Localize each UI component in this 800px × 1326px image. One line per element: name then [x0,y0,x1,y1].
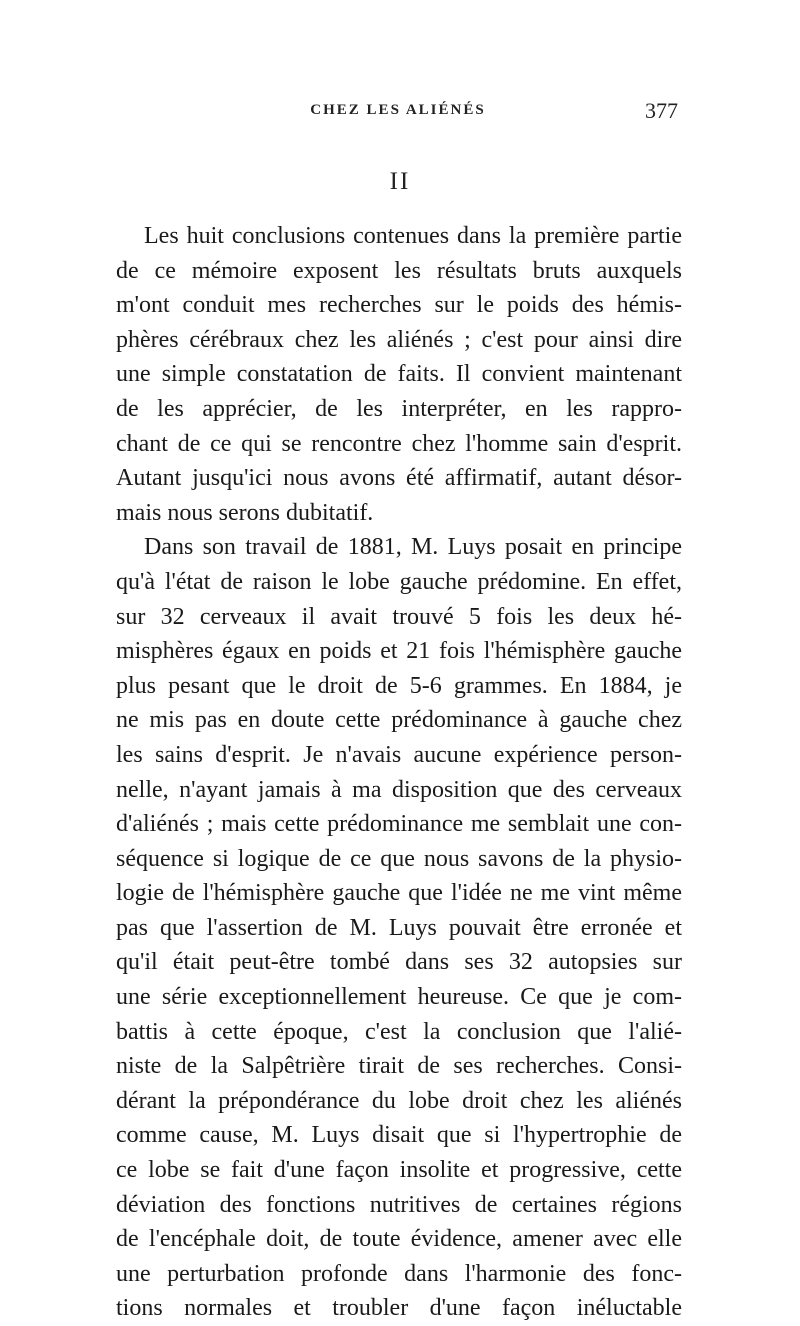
text-line: les sains d'esprit. Je n'avais aucune expérience person- [116,741,682,768]
text-line: de l'encéphale doit, de toute évidence, amener avec elle [116,1226,682,1253]
text-line: chant de ce qui se rencontre chez l'homme sain d'esprit. [116,430,682,457]
text-line: Autant jusqu'ici nous avons été affirmatif, autant désor- [116,465,682,492]
text-line: niste de la Salpêtrière tirait de ses recherches. Consi- [116,1053,682,1080]
text-line: d'aliénés ; mais cette prédominance me semblait une con- [116,811,682,838]
text-line: nelle, n'ayant jamais à ma disposition que des cerveaux [116,776,682,803]
page-number: 377 [645,98,678,123]
running-title: CHEZ LES ALIÉNÉS [310,102,486,118]
text-line: tions normales et troubler d'une façon inéluctable [116,1295,682,1322]
text-line: de les apprécier, de les interpréter, en les rappro- [116,395,682,422]
text-line: ne mis pas en doute cette prédominance à gauche chez [116,707,682,734]
text-line: séquence si logique de ce que nous savons de la physio- [116,845,682,872]
text-line: m'ont conduit mes recherches sur le poids des hémis- [116,292,682,319]
text-line: qu'il était peut-être tombé dans ses 32 autopsies sur [116,949,682,976]
text-line: misphères égaux en poids et 21 fois l'hémisphère gauche [116,638,682,665]
text-line: mais nous serons dubitatif. [116,499,374,526]
text-line: une perturbation profonde dans l'harmonie des fonc- [116,1260,682,1287]
text-line: qu'à l'état de raison le lobe gauche prédomine. En effet, [116,568,682,595]
text-line: de ce mémoire exposent les résultats bruts auxquels [116,257,682,284]
text-line: phères cérébraux chez les aliénés ; c'est pour ainsi dire [116,326,682,353]
text-line: déviation des fonctions nutritives de certaines régions [116,1191,682,1218]
body-text [116,219,682,1326]
text-line: battis à cette époque, c'est la conclusion que l'alié- [116,1018,682,1045]
text-line: Les huit conclusions contenues dans la première partie [144,223,682,249]
text-line: pas que l'assertion de M. Luys pouvait être erronée et [116,914,682,941]
text-line: sur 32 cerveaux il avait trouvé 5 fois les deux hé- [116,603,682,630]
section-heading: II [389,168,411,195]
text-line: dérant la prépondérance du lobe droit chez les aliénés [116,1087,682,1114]
text-line: logie de l'hémisphère gauche que l'idée ne me vint même [116,880,682,907]
running-head [118,98,678,126]
text-line: comme cause, M. Luys disait que si l'hypertrophie de [116,1122,682,1149]
text-line: ce lobe se fait d'une façon insolite et progressive, cette [116,1157,682,1184]
text-line: une série exceptionnellement heureuse. Ce que je com- [116,984,682,1011]
text-line: plus pesant que le droit de 5-6 grammes. En 1884, je [116,672,682,699]
text-line: une simple constatation de faits. Il convient maintenant [116,361,682,388]
text-line: Dans son travail de 1881, M. Luys posait en principe [144,534,682,561]
